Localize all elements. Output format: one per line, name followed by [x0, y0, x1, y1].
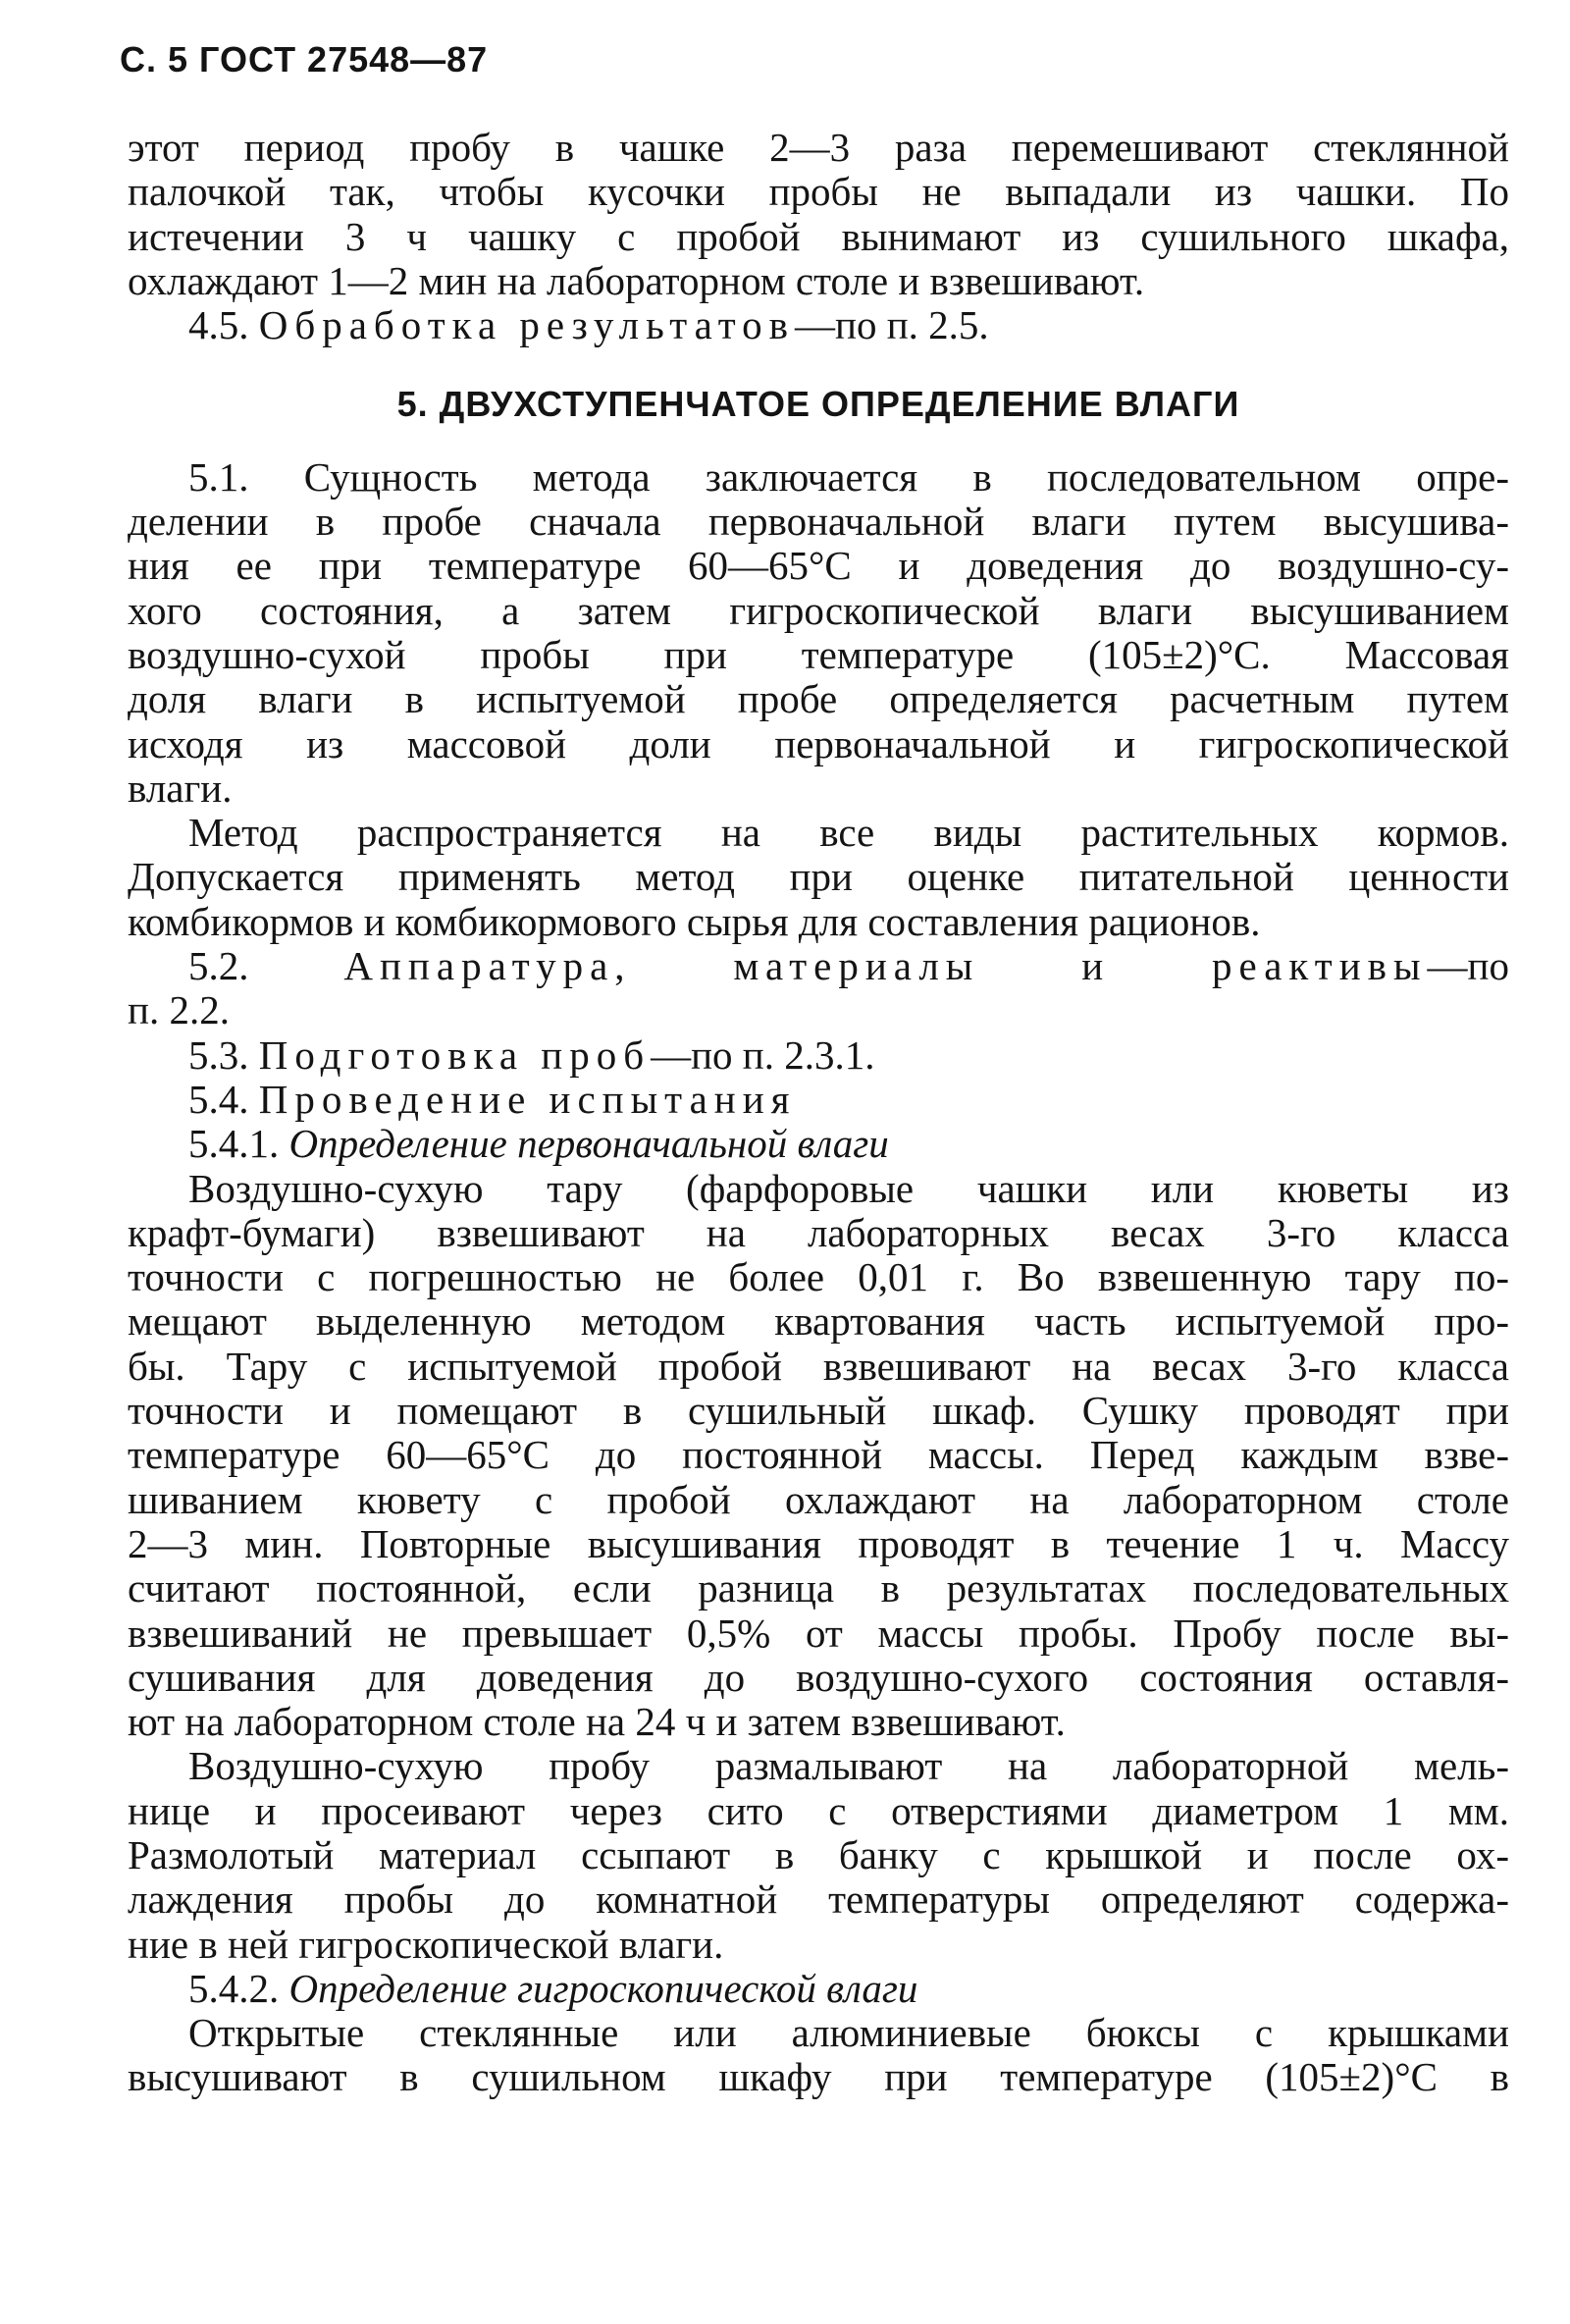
clause-number: 5.4.	[188, 1076, 249, 1122]
clause-5-3	[128, 1033, 1509, 1078]
text-line: ют на лабораторном столе на 24 ч и затем взвешивают.	[128, 1699, 1066, 1745]
text-line: этот период пробу в чашке 2—3 раза перемешивают стеклянной	[128, 125, 1509, 170]
text-line: высушивают в сушильном шкафу при температуре (105±2)°С в	[128, 2054, 1509, 2100]
clause-number: 5.4.1.	[188, 1121, 280, 1167]
text-line: 2—3 мин. Повторные высушивания проводят в течение 1 ч. Массу	[128, 1520, 1509, 1566]
text-line: Открытые стеклянные или алюминиевые бюксы с крышками	[188, 2010, 1509, 2056]
clause-reference: —по п. 2.5.	[795, 302, 989, 348]
text-line: влаги.	[128, 765, 233, 811]
clause-heading: Подготовка проб	[258, 1031, 652, 1078]
text-line: Метод распространяется на все виды растительных кормов.	[188, 810, 1509, 856]
clause-5-4-2	[128, 1967, 1509, 2011]
text-line: исходя из массовой доли первоначальной и гигроскопической	[128, 720, 1509, 766]
text-line: точности и помещают в сушильный шкаф. Сушку проводят при	[128, 1388, 1509, 1434]
text-line: температуре 60—65°С до постоянной массы. Перед каждым взве-	[128, 1432, 1509, 1478]
text-line: лаждения пробы до комнатной температуры определяют содержа-	[128, 1876, 1509, 1923]
clause-number: 4.5.	[188, 302, 249, 348]
text-line: бы. Тару с испытуемой пробой взвешивают на весах 3-го класса	[128, 1343, 1509, 1389]
text-line: доля влаги в испытуемой пробе определяется расчетным путем	[128, 676, 1509, 722]
text-line: воздушно-сухой пробы при температуре (105±2)°С. Массовая	[128, 631, 1509, 677]
clause-heading: Определение гигроскопической влаги	[288, 1965, 918, 2011]
text-line: истечении 3 ч чашку с пробой вынимают из сушильного шкафа,	[128, 213, 1509, 259]
text-line: палочкой так, чтобы кусочки пробы не выпадали из чашки. По	[128, 169, 1509, 215]
clause-5-4	[128, 1078, 1509, 1122]
text-line: точности с погрешностью не более 0,01 г. Во взвешенную тару по-	[128, 1254, 1509, 1300]
running-header: С. 5 ГОСТ 27548—87	[120, 39, 489, 79]
clause-heading: Определение первоначальной влаги	[288, 1121, 889, 1167]
clause-number: 5.4.2.	[188, 1965, 280, 2011]
text-line: хого состояния, а затем гигроскопической влаги высушиванием	[128, 587, 1509, 633]
clause-reference: —по	[1427, 943, 1509, 989]
text-line: делении в пробе сначала первоначальной влаги путем высушива-	[128, 499, 1509, 545]
text-line: 5.1. Сущность метода заключается в последовательном опре-	[188, 453, 1509, 500]
text-line: Воздушно-сухую тару (фарфоровые чашки или кюветы из	[188, 1165, 1509, 1211]
text-line: шиванием кювету с пробой охлаждают на лабораторном столе	[128, 1476, 1509, 1522]
clause-heading: Аппаратура, материалы и реактивы	[343, 943, 1428, 989]
clause-5-2	[128, 944, 1509, 988]
text-line: крафт-бумаги) взвешивают на лабораторных весах 3-го класса	[128, 1209, 1509, 1255]
clause-heading: Проведение испытания	[258, 1076, 797, 1122]
text-line: считают постоянной, если разница в результатах последовательных	[128, 1565, 1509, 1611]
clause-number: 5.3.	[188, 1031, 249, 1078]
body-text	[128, 126, 1509, 2100]
text-line: ния ее при температуре 60—65°С и доведения до воздушно-су-	[128, 543, 1509, 589]
text-line: п. 2.2.	[128, 987, 230, 1033]
text-line: сушивания для доведения до воздушно-сухого состояния оставля-	[128, 1654, 1509, 1700]
text-line: Размолотый материал ссыпают в банку с крышкой и после ох-	[128, 1831, 1509, 1877]
clause-number: 5.2.	[188, 943, 249, 989]
clause-4-5	[128, 303, 1509, 347]
text-line: ние в ней гигроскопической влаги.	[128, 1921, 724, 1967]
text-line: Воздушно-сухую пробу размалывают на лабораторной мель-	[188, 1743, 1509, 1789]
text-line: Допускается применять метод при оценке питательной ценности	[128, 854, 1509, 900]
text-line: нице и просеивают через сито с отверстиями диаметром 1 мм.	[128, 1787, 1509, 1833]
clause-5-4-1	[128, 1122, 1509, 1166]
text-line: охлаждают 1—2 мин на лабораторном столе и взвешивают.	[128, 257, 1145, 303]
text-line: комбикормов и комбикормового сырья для составления рационов.	[128, 898, 1261, 944]
text-line: мещают выделенную методом квартования часть испытуемой про-	[128, 1298, 1509, 1345]
section-title: 5. ДВУХСТУПЕНЧАТОЕ ОПРЕДЕЛЕНИЕ ВЛАГИ	[396, 384, 1240, 425]
clause-reference: —по п. 2.3.1.	[651, 1031, 875, 1078]
clause-heading: Обработка результатов	[258, 302, 796, 348]
text-line: взвешиваний не превышает 0,5% от массы пробы. Пробу после вы-	[128, 1610, 1509, 1656]
